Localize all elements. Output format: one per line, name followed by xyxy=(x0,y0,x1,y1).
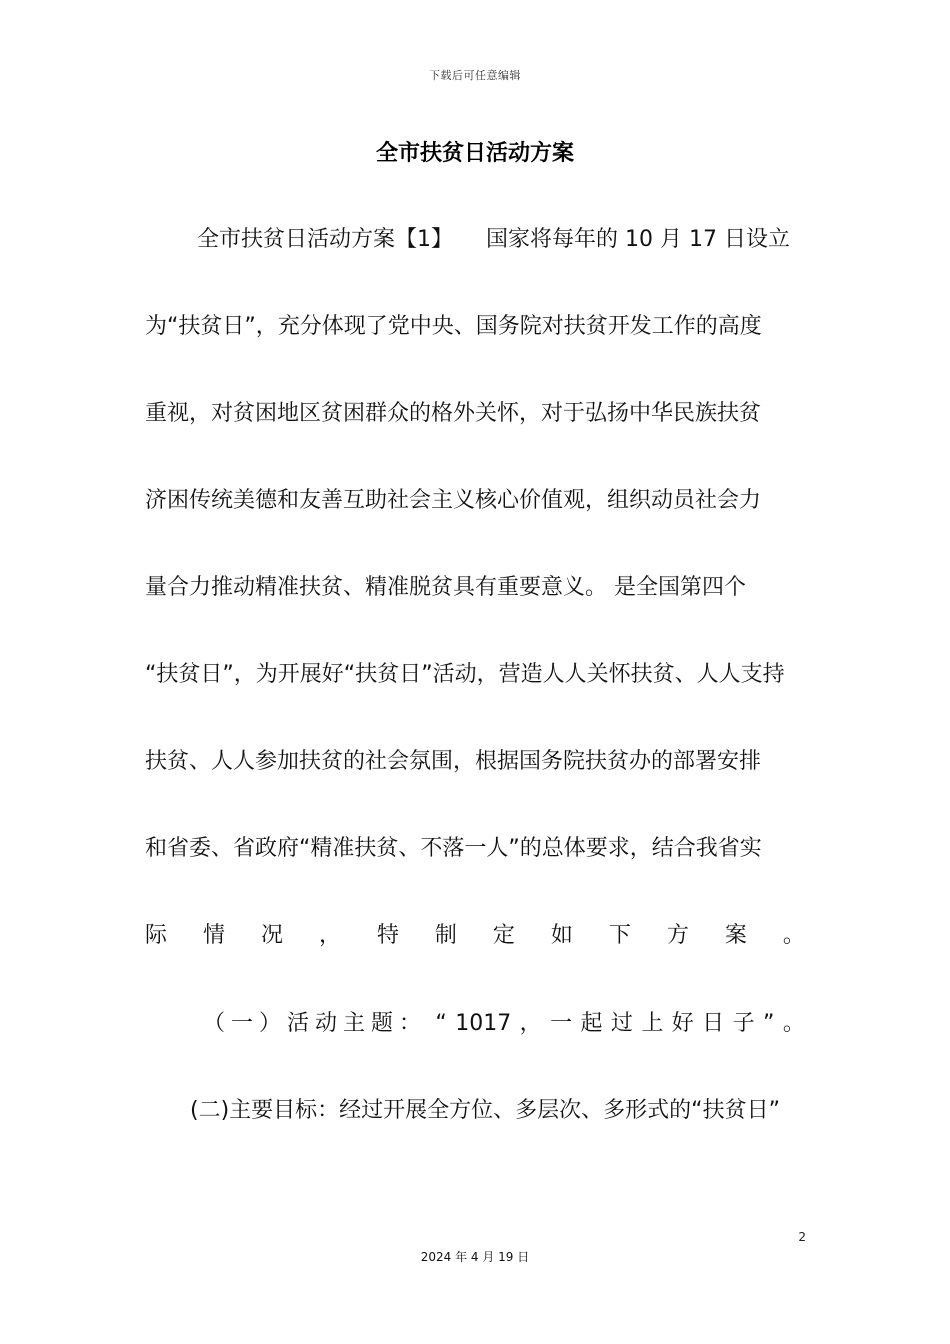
spread-char: 际 xyxy=(145,923,168,948)
header-note: 下载后可任意编辑 xyxy=(429,69,521,82)
paragraph-line-5: 量合力推动精准扶贫、精准脱贫具有重要意义。 是全国第四个 xyxy=(145,575,746,600)
spread-char: 况 xyxy=(260,923,283,948)
paragraph-line-8: 和省委、省政府“精准扶贫、不落一人”的总体要求，结合我省实 xyxy=(145,836,762,861)
paragraph-line-9 xyxy=(145,922,805,950)
spread-char: ， xyxy=(318,923,341,948)
spread-char: 方 xyxy=(666,923,689,948)
spread-char: 。 xyxy=(782,923,805,948)
spread-char: 定 xyxy=(492,923,515,948)
footer-date: 2024 年 4 月 19 日 xyxy=(420,1250,530,1264)
paragraph-line-2: 为“扶贫日”，充分体现了党中央、国务院对扶贫开发工作的高度 xyxy=(145,314,762,339)
paragraph-line-1: 全市扶贫日活动方案【1】 国家将每年的 10 月 17 日设立 xyxy=(197,227,790,252)
goal-line: (二)主要目标：经过开展全方位、多层次、多形式的“扶贫日” xyxy=(190,1098,780,1123)
theme-char: 上 xyxy=(641,1011,664,1036)
spread-char: 下 xyxy=(608,923,631,948)
theme-char: 1017 xyxy=(455,1011,512,1036)
document-title: 全市扶贫日活动方案 xyxy=(375,141,574,166)
theme-line xyxy=(203,1010,805,1038)
theme-label: （一）活动主题： xyxy=(203,1011,428,1036)
paragraph-line-4: 济困传统美德和友善互助社会主义核心价值观，组织动员社会力 xyxy=(145,488,762,513)
spread-char: 如 xyxy=(550,923,573,948)
paragraph-line-6: “扶贫日”，为开展好“扶贫日”活动，营造人人关怀扶贫、人人支持 xyxy=(145,662,785,687)
theme-char: ， xyxy=(519,1011,542,1036)
theme-char: 好 xyxy=(671,1011,694,1036)
theme-char: 。 xyxy=(782,1011,805,1036)
theme-char: 子 xyxy=(732,1011,755,1036)
theme-char: 过 xyxy=(610,1011,633,1036)
theme-char: “ xyxy=(435,1011,447,1036)
theme-char: 一 xyxy=(550,1011,573,1036)
spread-char: 案 xyxy=(724,923,747,948)
paragraph-line-7: 扶贫、人人参加扶贫的社会氛围，根据国务院扶贫办的部署安排 xyxy=(145,749,762,774)
spread-char: 情 xyxy=(202,923,225,948)
theme-char: 日 xyxy=(702,1011,725,1036)
spread-char: 特 xyxy=(376,923,399,948)
theme-char: 起 xyxy=(580,1011,603,1036)
spread-char: 制 xyxy=(434,923,457,948)
page-number: 2 xyxy=(798,1230,806,1244)
paragraph-line-3: 重视，对贫困地区贫困群众的格外关怀，对于弘扬中华民族扶贫 xyxy=(145,401,762,426)
theme-char: ” xyxy=(763,1011,775,1036)
